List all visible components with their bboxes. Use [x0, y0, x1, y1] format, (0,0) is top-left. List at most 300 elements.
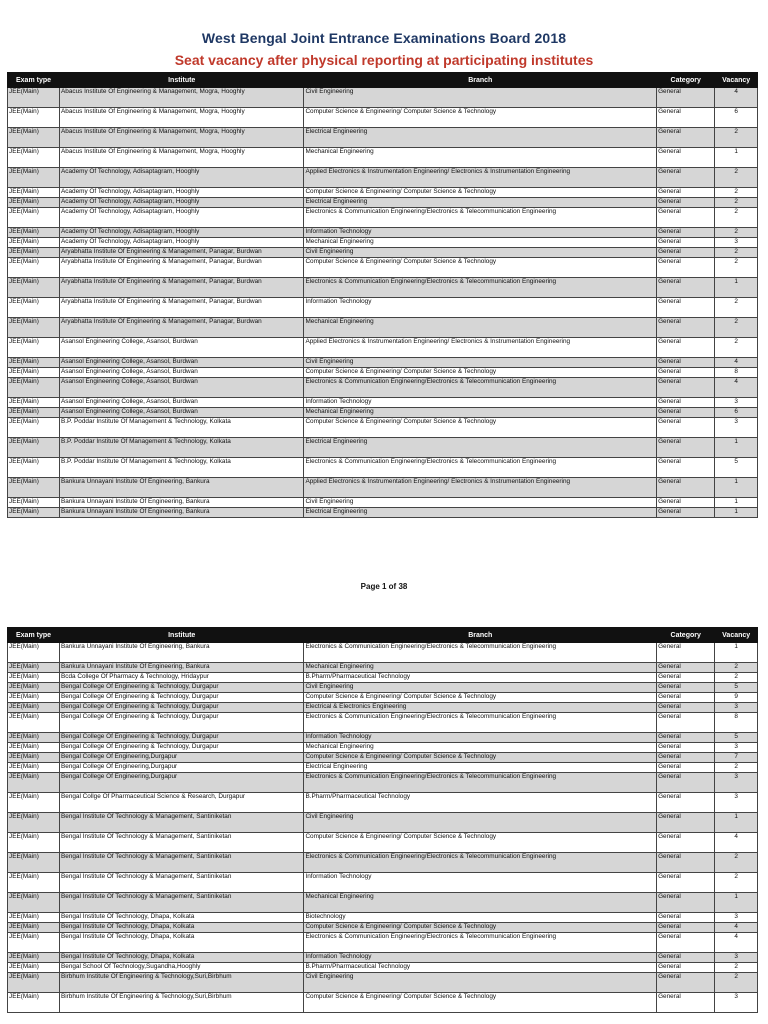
- cell-vacancy: 2: [715, 248, 758, 258]
- cell-category: General: [657, 793, 715, 813]
- cell-exam-type: JEE(Main): [8, 238, 60, 248]
- cell-exam-type: JEE(Main): [8, 208, 60, 228]
- cell-branch: Computer Science & Engineering/ Computer Science & Technology: [304, 993, 657, 1013]
- cell-institute: Bengal College Of Engineering & Technology, Durgapur: [60, 683, 304, 693]
- cell-branch: Applied Electronics & Instrumentation Engineering/ Electronics & Instrumentation Engineering: [304, 338, 657, 358]
- cell-branch: B.Pharm/Pharmaceutical Technology: [304, 673, 657, 683]
- cell-vacancy: 9: [715, 693, 758, 703]
- cell-vacancy: 3: [715, 398, 758, 408]
- table-row: [8, 108, 758, 128]
- cell-institute: Bankura Unnayani Institute Of Engineering, Bankura: [60, 508, 304, 518]
- cell-institute: Aryabhatta Institute Of Engineering & Management, Panagar, Burdwan: [60, 298, 304, 318]
- cell-vacancy: 5: [715, 733, 758, 743]
- cell-vacancy: 2: [715, 298, 758, 318]
- column-header-vacancy: Vacancy: [715, 628, 758, 643]
- cell-vacancy: 3: [715, 238, 758, 248]
- cell-category: General: [657, 438, 715, 458]
- document-title: West Bengal Joint Entrance Examinations Board 2018: [201, 30, 567, 46]
- table-body: [8, 643, 758, 1013]
- cell-category: General: [657, 278, 715, 298]
- cell-exam-type: JEE(Main): [8, 508, 60, 518]
- cell-exam-type: JEE(Main): [8, 458, 60, 478]
- cell-exam-type: JEE(Main): [8, 793, 60, 813]
- table-row: [8, 398, 758, 408]
- cell-branch: Information Technology: [304, 298, 657, 318]
- cell-branch: Computer Science & Engineering/ Computer Science & Technology: [304, 258, 657, 278]
- table-header-row: [8, 73, 758, 88]
- cell-exam-type: JEE(Main): [8, 673, 60, 683]
- cell-institute: Bengal Institute Of Technology & Management, Santiniketan: [60, 853, 304, 873]
- cell-vacancy: 2: [715, 128, 758, 148]
- cell-exam-type: JEE(Main): [8, 278, 60, 298]
- cell-institute: Asansol Engineering College, Asansol, Burdwan: [60, 398, 304, 408]
- cell-category: General: [657, 168, 715, 188]
- cell-category: General: [657, 508, 715, 518]
- vacancy-table-page1: [7, 72, 758, 518]
- cell-exam-type: JEE(Main): [8, 923, 60, 933]
- table-row: [8, 923, 758, 933]
- cell-institute: Bankura Unnayani Institute Of Engineering, Bankura: [60, 478, 304, 498]
- cell-category: General: [657, 408, 715, 418]
- cell-institute: Aryabhatta Institute Of Engineering & Management, Panagar, Burdwan: [60, 318, 304, 338]
- cell-institute: Academy Of Technology, Adisaptagram, Hooghly: [60, 228, 304, 238]
- cell-institute: Academy Of Technology, Adisaptagram, Hooghly: [60, 238, 304, 248]
- cell-exam-type: JEE(Main): [8, 478, 60, 498]
- column-header-exam-type: Exam type: [8, 628, 60, 643]
- column-header-institute: Institute: [60, 73, 304, 88]
- table-row: [8, 298, 758, 318]
- cell-branch: Computer Science & Engineering/ Computer Science & Technology: [304, 418, 657, 438]
- table-row: [8, 973, 758, 993]
- cell-vacancy: 4: [715, 378, 758, 398]
- cell-branch: Mechanical Engineering: [304, 148, 657, 168]
- column-header-category: Category: [657, 73, 715, 88]
- cell-branch: Computer Science & Engineering/ Computer Science & Technology: [304, 923, 657, 933]
- cell-exam-type: JEE(Main): [8, 418, 60, 438]
- cell-category: General: [657, 673, 715, 683]
- cell-institute: Bengal Institute Of Technology & Management, Santiniketan: [60, 893, 304, 913]
- cell-branch: Mechanical Engineering: [304, 318, 657, 338]
- cell-category: General: [657, 398, 715, 408]
- table-row: [8, 993, 758, 1013]
- cell-institute: Birbhum Institute Of Engineering & Technology,Suri,Birbhum: [60, 973, 304, 993]
- cell-vacancy: 1: [715, 813, 758, 833]
- table-row: [8, 258, 758, 278]
- cell-branch: Biotechnology: [304, 913, 657, 923]
- table-row: [8, 643, 758, 663]
- cell-category: General: [657, 248, 715, 258]
- cell-institute: Bengal College Of Engineering & Technology, Durgapur: [60, 693, 304, 703]
- table-row: [8, 228, 758, 238]
- cell-institute: Bengal Institute Of Technology & Management, Santiniketan: [60, 833, 304, 853]
- cell-exam-type: JEE(Main): [8, 318, 60, 338]
- cell-exam-type: JEE(Main): [8, 963, 60, 973]
- cell-branch: Electrical Engineering: [304, 128, 657, 148]
- cell-category: General: [657, 743, 715, 753]
- cell-vacancy: 8: [715, 713, 758, 733]
- cell-vacancy: 3: [715, 993, 758, 1013]
- column-header-institute: Institute: [60, 628, 304, 643]
- table-row: [8, 168, 758, 188]
- cell-institute: Asansol Engineering College, Asansol, Burdwan: [60, 368, 304, 378]
- table-row: [8, 198, 758, 208]
- cell-institute: Academy Of Technology, Adisaptagram, Hooghly: [60, 188, 304, 198]
- cell-exam-type: JEE(Main): [8, 398, 60, 408]
- table-row: [8, 673, 758, 683]
- cell-vacancy: 7: [715, 753, 758, 763]
- cell-vacancy: 4: [715, 88, 758, 108]
- cell-vacancy: 2: [715, 198, 758, 208]
- cell-institute: Academy Of Technology, Adisaptagram, Hooghly: [60, 168, 304, 188]
- cell-institute: Abacus Institute Of Engineering & Management, Mogra, Hooghly: [60, 88, 304, 108]
- cell-branch: Civil Engineering: [304, 358, 657, 368]
- table-row: [8, 188, 758, 198]
- column-header-exam-type: Exam type: [8, 73, 60, 88]
- cell-exam-type: JEE(Main): [8, 973, 60, 993]
- cell-exam-type: JEE(Main): [8, 108, 60, 128]
- cell-vacancy: 3: [715, 913, 758, 923]
- cell-category: General: [657, 773, 715, 793]
- table-row: [8, 318, 758, 338]
- cell-category: General: [657, 933, 715, 953]
- cell-vacancy: 1: [715, 478, 758, 498]
- table-row: [8, 128, 758, 148]
- document-subtitle: Seat vacancy after physical reporting at participating institutes: [174, 52, 594, 68]
- cell-institute: Bengal Institute Of Technology & Management, Santiniketan: [60, 813, 304, 833]
- cell-vacancy: 3: [715, 743, 758, 753]
- cell-exam-type: JEE(Main): [8, 408, 60, 418]
- cell-branch: Applied Electronics & Instrumentation Engineering/ Electronics & Instrumentation Engineering: [304, 168, 657, 188]
- cell-institute: Bengal Institute Of Technology, Dhapa, Kolkata: [60, 933, 304, 953]
- table-row: [8, 753, 758, 763]
- cell-institute: Abacus Institute Of Engineering & Management, Mogra, Hooghly: [60, 148, 304, 168]
- cell-institute: Bankura Unnayani Institute Of Engineering, Bankura: [60, 498, 304, 508]
- cell-category: General: [657, 258, 715, 278]
- table-row: [8, 508, 758, 518]
- cell-category: General: [657, 378, 715, 398]
- cell-institute: Birbhum Institute Of Engineering & Technology,Suri,Birbhum: [60, 993, 304, 1013]
- cell-branch: Electronics & Communication Engineering/Electronics & Telecommunication Engineering: [304, 278, 657, 298]
- table-row: [8, 893, 758, 913]
- cell-institute: Bengal College Of Engineering & Technology, Durgapur: [60, 733, 304, 743]
- cell-exam-type: JEE(Main): [8, 763, 60, 773]
- cell-vacancy: 3: [715, 953, 758, 963]
- cell-exam-type: JEE(Main): [8, 703, 60, 713]
- cell-exam-type: JEE(Main): [8, 953, 60, 963]
- cell-category: General: [657, 703, 715, 713]
- cell-exam-type: JEE(Main): [8, 338, 60, 358]
- cell-exam-type: JEE(Main): [8, 128, 60, 148]
- table-row: [8, 338, 758, 358]
- cell-branch: Mechanical Engineering: [304, 238, 657, 248]
- cell-vacancy: 2: [715, 973, 758, 993]
- cell-branch: Electrical Engineering: [304, 763, 657, 773]
- cell-branch: Electronics & Communication Engineering/Electronics & Telecommunication Engineering: [304, 378, 657, 398]
- cell-exam-type: JEE(Main): [8, 188, 60, 198]
- cell-vacancy: 2: [715, 873, 758, 893]
- cell-exam-type: JEE(Main): [8, 683, 60, 693]
- cell-exam-type: JEE(Main): [8, 248, 60, 258]
- cell-branch: Computer Science & Engineering/ Computer Science & Technology: [304, 833, 657, 853]
- table-row: [8, 953, 758, 963]
- cell-category: General: [657, 238, 715, 248]
- cell-exam-type: JEE(Main): [8, 498, 60, 508]
- cell-category: General: [657, 693, 715, 703]
- cell-exam-type: JEE(Main): [8, 773, 60, 793]
- table-row: [8, 663, 758, 673]
- cell-institute: Bankura Unnayani Institute Of Engineering, Bankura: [60, 643, 304, 663]
- cell-exam-type: JEE(Main): [8, 853, 60, 873]
- cell-exam-type: JEE(Main): [8, 733, 60, 743]
- cell-exam-type: JEE(Main): [8, 833, 60, 853]
- cell-branch: Electrical Engineering: [304, 508, 657, 518]
- cell-branch: Civil Engineering: [304, 973, 657, 993]
- cell-branch: B.Pharm/Pharmaceutical Technology: [304, 963, 657, 973]
- cell-category: General: [657, 368, 715, 378]
- cell-vacancy: 2: [715, 853, 758, 873]
- cell-exam-type: JEE(Main): [8, 713, 60, 733]
- cell-exam-type: JEE(Main): [8, 873, 60, 893]
- cell-category: General: [657, 873, 715, 893]
- cell-exam-type: JEE(Main): [8, 368, 60, 378]
- cell-vacancy: 2: [715, 228, 758, 238]
- cell-branch: Civil Engineering: [304, 813, 657, 833]
- cell-category: General: [657, 733, 715, 743]
- cell-exam-type: JEE(Main): [8, 813, 60, 833]
- cell-institute: Abacus Institute Of Engineering & Management, Mogra, Hooghly: [60, 128, 304, 148]
- cell-vacancy: 8: [715, 368, 758, 378]
- cell-branch: B.Pharm/Pharmaceutical Technology: [304, 793, 657, 813]
- cell-category: General: [657, 148, 715, 168]
- cell-branch: Computer Science & Engineering/ Computer Science & Technology: [304, 108, 657, 128]
- cell-branch: Mechanical Engineering: [304, 663, 657, 673]
- cell-category: General: [657, 108, 715, 128]
- cell-exam-type: JEE(Main): [8, 643, 60, 663]
- table-row: [8, 773, 758, 793]
- table-row: [8, 713, 758, 733]
- cell-exam-type: JEE(Main): [8, 693, 60, 703]
- table-row: [8, 683, 758, 693]
- table-row: [8, 763, 758, 773]
- cell-institute: Academy Of Technology, Adisaptagram, Hooghly: [60, 198, 304, 208]
- cell-branch: Mechanical Engineering: [304, 408, 657, 418]
- page-number: Page 1 of 38: [360, 582, 408, 591]
- cell-category: General: [657, 993, 715, 1013]
- cell-institute: Academy Of Technology, Adisaptagram, Hooghly: [60, 208, 304, 228]
- table-row: [8, 368, 758, 378]
- table-row: [8, 873, 758, 893]
- cell-exam-type: JEE(Main): [8, 88, 60, 108]
- cell-branch: Electronics & Communication Engineering/Electronics & Telecommunication Engineering: [304, 713, 657, 733]
- cell-exam-type: JEE(Main): [8, 743, 60, 753]
- cell-category: General: [657, 358, 715, 368]
- cell-vacancy: 1: [715, 438, 758, 458]
- cell-branch: Information Technology: [304, 953, 657, 963]
- cell-category: General: [657, 833, 715, 853]
- cell-exam-type: JEE(Main): [8, 148, 60, 168]
- cell-vacancy: 1: [715, 148, 758, 168]
- cell-category: General: [657, 893, 715, 913]
- cell-exam-type: JEE(Main): [8, 993, 60, 1013]
- cell-category: General: [657, 228, 715, 238]
- cell-exam-type: JEE(Main): [8, 358, 60, 368]
- cell-vacancy: 1: [715, 508, 758, 518]
- cell-institute: Asansol Engineering College, Asansol, Burdwan: [60, 338, 304, 358]
- cell-institute: B.P. Poddar Institute Of Management & Technology, Kolkata: [60, 438, 304, 458]
- cell-category: General: [657, 478, 715, 498]
- table-row: [8, 963, 758, 973]
- table-row: [8, 458, 758, 478]
- cell-branch: Information Technology: [304, 873, 657, 893]
- cell-branch: Information Technology: [304, 398, 657, 408]
- cell-category: General: [657, 923, 715, 933]
- cell-institute: Bengal College Of Engineering & Technology, Durgapur: [60, 703, 304, 713]
- cell-branch: Electronics & Communication Engineering/Electronics & Telecommunication Engineering: [304, 933, 657, 953]
- cell-branch: Mechanical Engineering: [304, 743, 657, 753]
- table-header-row: [8, 628, 758, 643]
- table-row: [8, 438, 758, 458]
- cell-vacancy: 2: [715, 208, 758, 228]
- column-header-category: Category: [657, 628, 715, 643]
- table-row: [8, 208, 758, 228]
- cell-vacancy: 5: [715, 458, 758, 478]
- cell-exam-type: JEE(Main): [8, 258, 60, 278]
- cell-branch: Information Technology: [304, 733, 657, 743]
- cell-institute: Bengal Institute Of Technology, Dhapa, Kolkata: [60, 913, 304, 923]
- table-row: [8, 408, 758, 418]
- cell-vacancy: 2: [715, 168, 758, 188]
- cell-category: General: [657, 338, 715, 358]
- cell-category: General: [657, 713, 715, 733]
- table-row: [8, 498, 758, 508]
- cell-branch: Information Technology: [304, 228, 657, 238]
- table-row: [8, 743, 758, 753]
- cell-branch: Civil Engineering: [304, 88, 657, 108]
- cell-branch: Electrical & Electronics Engineering: [304, 703, 657, 713]
- cell-branch: Electrical Engineering: [304, 198, 657, 208]
- cell-vacancy: 3: [715, 703, 758, 713]
- cell-vacancy: 1: [715, 278, 758, 298]
- cell-branch: Electrical Engineering: [304, 438, 657, 458]
- cell-vacancy: 6: [715, 408, 758, 418]
- cell-institute: Asansol Engineering College, Asansol, Burdwan: [60, 358, 304, 368]
- table-body: [8, 88, 758, 518]
- cell-vacancy: 2: [715, 188, 758, 198]
- cell-branch: Computer Science & Engineering/ Computer Science & Technology: [304, 693, 657, 703]
- cell-category: General: [657, 128, 715, 148]
- cell-category: General: [657, 763, 715, 773]
- cell-category: General: [657, 963, 715, 973]
- cell-category: General: [657, 663, 715, 673]
- table-row: [8, 248, 758, 258]
- column-header-vacancy: Vacancy: [715, 73, 758, 88]
- cell-exam-type: JEE(Main): [8, 913, 60, 923]
- cell-branch: Electronics & Communication Engineering/Electronics & Telecommunication Engineering: [304, 458, 657, 478]
- cell-category: General: [657, 208, 715, 228]
- cell-vacancy: 2: [715, 763, 758, 773]
- cell-category: General: [657, 188, 715, 198]
- table-row: [8, 148, 758, 168]
- cell-vacancy: 3: [715, 793, 758, 813]
- cell-vacancy: 2: [715, 258, 758, 278]
- table-row: [8, 693, 758, 703]
- cell-branch: Computer Science & Engineering/ Computer Science & Technology: [304, 753, 657, 763]
- cell-category: General: [657, 953, 715, 963]
- table-row: [8, 813, 758, 833]
- cell-vacancy: 5: [715, 683, 758, 693]
- cell-institute: Bengal Collge Of Pharmaceutical Science & Research, Durgapur: [60, 793, 304, 813]
- table-row: [8, 703, 758, 713]
- cell-institute: Asansol Engineering College, Asansol, Burdwan: [60, 408, 304, 418]
- cell-exam-type: JEE(Main): [8, 438, 60, 458]
- cell-exam-type: JEE(Main): [8, 198, 60, 208]
- cell-branch: Electronics & Communication Engineering/Electronics & Telecommunication Engineering: [304, 643, 657, 663]
- cell-institute: Abacus Institute Of Engineering & Management, Mogra, Hooghly: [60, 108, 304, 128]
- table-row: [8, 358, 758, 368]
- table-row: [8, 88, 758, 108]
- table-row: [8, 418, 758, 438]
- table-row: [8, 833, 758, 853]
- cell-category: General: [657, 318, 715, 338]
- cell-institute: B.P. Poddar Institute Of Management & Technology, Kolkata: [60, 458, 304, 478]
- cell-institute: Bengal College Of Engineering,Durgapur: [60, 763, 304, 773]
- cell-branch: Electronics & Communication Engineering/Electronics & Telecommunication Engineering: [304, 208, 657, 228]
- table-row: [8, 933, 758, 953]
- cell-branch: Civil Engineering: [304, 683, 657, 693]
- cell-exam-type: JEE(Main): [8, 168, 60, 188]
- cell-institute: Bengal College Of Engineering & Technology, Durgapur: [60, 713, 304, 733]
- cell-institute: Aryabhatta Institute Of Engineering & Management, Panagar, Burdwan: [60, 258, 304, 278]
- cell-category: General: [657, 683, 715, 693]
- cell-category: General: [657, 913, 715, 923]
- cell-branch: Computer Science & Engineering/ Computer Science & Technology: [304, 188, 657, 198]
- cell-vacancy: 2: [715, 963, 758, 973]
- cell-institute: Bankura Unnayani Institute Of Engineering, Bankura: [60, 663, 304, 673]
- cell-branch: Electronics & Communication Engineering/Electronics & Telecommunication Engineering: [304, 853, 657, 873]
- cell-branch: Electronics & Communication Engineering/Electronics & Telecommunication Engineering: [304, 773, 657, 793]
- cell-category: General: [657, 813, 715, 833]
- cell-category: General: [657, 498, 715, 508]
- cell-exam-type: JEE(Main): [8, 753, 60, 763]
- cell-branch: Applied Electronics & Instrumentation Engineering/ Electronics & Instrumentation Engineering: [304, 478, 657, 498]
- cell-exam-type: JEE(Main): [8, 663, 60, 673]
- table-row: [8, 913, 758, 923]
- cell-vacancy: 4: [715, 933, 758, 953]
- cell-branch: Civil Engineering: [304, 498, 657, 508]
- table-row: [8, 378, 758, 398]
- cell-vacancy: 1: [715, 893, 758, 913]
- cell-institute: Bengal College Of Engineering & Technology, Durgapur: [60, 743, 304, 753]
- cell-institute: Bengal College Of Engineering,Durgapur: [60, 773, 304, 793]
- cell-category: General: [657, 973, 715, 993]
- table-row: [8, 793, 758, 813]
- cell-vacancy: 3: [715, 418, 758, 438]
- cell-exam-type: JEE(Main): [8, 893, 60, 913]
- cell-vacancy: 2: [715, 338, 758, 358]
- cell-category: General: [657, 458, 715, 478]
- cell-vacancy: 2: [715, 318, 758, 338]
- cell-exam-type: JEE(Main): [8, 933, 60, 953]
- table-row: [8, 278, 758, 298]
- cell-institute: Aryabhatta Institute Of Engineering & Management, Panagar, Burdwan: [60, 278, 304, 298]
- cell-vacancy: 4: [715, 833, 758, 853]
- cell-branch: Computer Science & Engineering/ Computer Science & Technology: [304, 368, 657, 378]
- cell-vacancy: 2: [715, 663, 758, 673]
- cell-exam-type: JEE(Main): [8, 378, 60, 398]
- column-header-branch: Branch: [304, 628, 657, 643]
- cell-institute: Bengal School Of Technology,Sugandha,Hooghly: [60, 963, 304, 973]
- cell-branch: Civil Engineering: [304, 248, 657, 258]
